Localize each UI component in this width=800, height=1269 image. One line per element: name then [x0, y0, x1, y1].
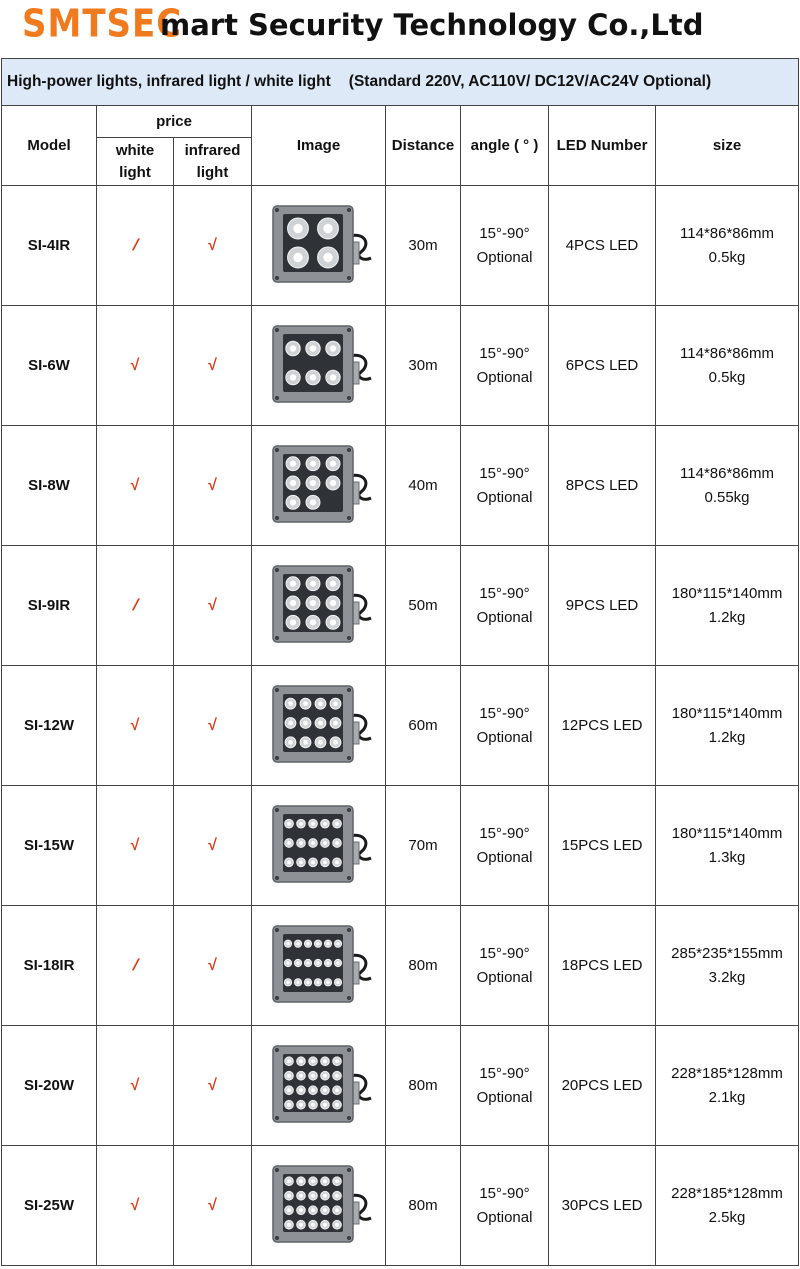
banner-voltage: (Standard 220V, AC110V/ DC12V/AC24V Optional) [348, 73, 712, 90]
product-image-cell [252, 786, 386, 906]
infrared-light-mark: √ [208, 836, 217, 854]
product-image-cell [252, 426, 386, 546]
size-cell: 228*185*128mm 2.5kg [656, 1146, 799, 1266]
white-light-mark: √ [130, 476, 140, 494]
white-light-cell [97, 1026, 174, 1146]
infrared-light-mark: √ [208, 236, 217, 254]
distance-cell: 50m [386, 546, 461, 666]
model-cell: SI-18IR [2, 906, 97, 1026]
floodlight-image [261, 916, 377, 1016]
table-row [2, 186, 799, 306]
table-row [2, 306, 799, 426]
white-light-mark: √ [130, 1076, 140, 1094]
product-image-cell [252, 906, 386, 1026]
size-cell: 114*86*86mm 0.5kg [656, 186, 799, 306]
size-cell: 180*115*140mm 1.2kg [656, 546, 799, 666]
company-name: mart Security Technology Co.,Ltd [160, 8, 704, 42]
size-cell: 114*86*86mm 0.5kg [656, 306, 799, 426]
infrared-light-mark: √ [208, 596, 217, 614]
floodlight-image [261, 676, 377, 776]
led-number-cell: 9PCS LED [549, 546, 656, 666]
infrared-light-mark: √ [208, 356, 217, 374]
model-cell: SI-8W [2, 426, 97, 546]
led-number-cell: 18PCS LED [549, 906, 656, 1026]
product-image-cell [252, 546, 386, 666]
infrared-light-cell [174, 186, 252, 306]
table-row [2, 786, 799, 906]
model-cell: SI-12W [2, 666, 97, 786]
infrared-light-cell [174, 546, 252, 666]
floodlight-image [261, 436, 377, 536]
angle-cell: 15°-90° Optional [461, 1146, 549, 1266]
white-light-mark: / [131, 596, 139, 614]
led-number-cell: 12PCS LED [549, 666, 656, 786]
angle-cell: 15°-90° Optional [461, 186, 549, 306]
distance-cell: 60m [386, 666, 461, 786]
model-cell: SI-9IR [2, 546, 97, 666]
distance-cell: 30m [386, 186, 461, 306]
product-image-cell [252, 1026, 386, 1146]
white-light-mark: / [131, 236, 139, 254]
infrared-light-mark: √ [208, 716, 217, 734]
angle-cell: 15°-90° Optional [461, 666, 549, 786]
header-distance: Distance [386, 106, 461, 186]
size-cell: 180*115*140mm 1.2kg [656, 666, 799, 786]
header-row-1 [2, 106, 799, 138]
infrared-light-mark: √ [208, 956, 217, 974]
distance-cell: 30m [386, 306, 461, 426]
table-row [2, 1026, 799, 1146]
angle-cell: 15°-90° Optional [461, 546, 549, 666]
floodlight-image [261, 796, 377, 896]
table-banner [2, 59, 799, 106]
floodlight-image [261, 196, 377, 296]
size-cell: 180*115*140mm 1.3kg [656, 786, 799, 906]
floodlight-image [261, 1156, 377, 1256]
header-led-number: LED Number [549, 106, 656, 186]
led-number-cell: 8PCS LED [549, 426, 656, 546]
model-cell: SI-20W [2, 1026, 97, 1146]
infrared-light-cell [174, 666, 252, 786]
led-number-cell: 30PCS LED [549, 1146, 656, 1266]
brand-logo: SMTSEC [22, 2, 183, 47]
angle-cell: 15°-90° Optional [461, 906, 549, 1026]
led-number-cell: 6PCS LED [549, 306, 656, 426]
led-number-cell: 20PCS LED [549, 1026, 656, 1146]
table-banner-row [2, 59, 799, 106]
product-image-cell [252, 666, 386, 786]
model-cell: SI-6W [2, 306, 97, 426]
product-table [1, 58, 799, 1266]
white-light-cell [97, 306, 174, 426]
header-model: Model [2, 106, 97, 186]
header-size: size [656, 106, 799, 186]
white-light-cell [97, 1146, 174, 1266]
infrared-light-mark: √ [208, 476, 217, 494]
angle-cell: 15°-90° Optional [461, 786, 549, 906]
infrared-light-cell [174, 906, 252, 1026]
size-cell: 285*235*155mm 3.2kg [656, 906, 799, 1026]
banner-title: High-power lights, infrared light / white light [7, 73, 331, 90]
infrared-light-mark: √ [208, 1076, 217, 1094]
white-light-cell [97, 786, 174, 906]
distance-cell: 80m [386, 906, 461, 1026]
white-light-mark: / [131, 956, 139, 974]
angle-cell: 15°-90° Optional [461, 426, 549, 546]
infrared-light-cell [174, 1146, 252, 1266]
product-image-cell [252, 1146, 386, 1266]
model-cell: SI-25W [2, 1146, 97, 1266]
distance-cell: 80m [386, 1026, 461, 1146]
floodlight-image [261, 556, 377, 656]
header-image: Image [252, 106, 386, 186]
table-row [2, 906, 799, 1026]
model-cell: SI-15W [2, 786, 97, 906]
size-cell: 228*185*128mm 2.1kg [656, 1026, 799, 1146]
product-rows [2, 186, 799, 1266]
white-light-mark: √ [130, 836, 140, 854]
header-infrared-light: infrared light [174, 138, 252, 186]
white-light-cell [97, 186, 174, 306]
angle-cell: 15°-90° Optional [461, 1026, 549, 1146]
white-light-mark: √ [130, 716, 140, 734]
table-row [2, 666, 799, 786]
led-number-cell: 15PCS LED [549, 786, 656, 906]
angle-cell: 15°-90° Optional [461, 306, 549, 426]
infrared-light-cell [174, 1026, 252, 1146]
page-header [0, 0, 800, 58]
white-light-cell [97, 906, 174, 1026]
led-number-cell: 4PCS LED [549, 186, 656, 306]
infrared-light-cell [174, 786, 252, 906]
white-light-mark: √ [130, 356, 140, 374]
white-light-cell [97, 546, 174, 666]
white-light-cell [97, 426, 174, 546]
white-light-mark: √ [130, 1196, 140, 1214]
product-image-cell [252, 306, 386, 426]
table-row [2, 426, 799, 546]
distance-cell: 80m [386, 1146, 461, 1266]
header-white-light: white light [97, 138, 174, 186]
infrared-light-cell [174, 426, 252, 546]
infrared-light-cell [174, 306, 252, 426]
table-row [2, 1146, 799, 1266]
floodlight-image [261, 1036, 377, 1136]
model-cell: SI-4IR [2, 186, 97, 306]
infrared-light-mark: √ [208, 1196, 217, 1214]
product-image-cell [252, 186, 386, 306]
size-cell: 114*86*86mm 0.55kg [656, 426, 799, 546]
header-angle: angle ( ° ) [461, 106, 549, 186]
header-price: price [97, 106, 252, 138]
table-row [2, 546, 799, 666]
floodlight-image [261, 316, 377, 416]
white-light-cell [97, 666, 174, 786]
distance-cell: 40m [386, 426, 461, 546]
distance-cell: 70m [386, 786, 461, 906]
